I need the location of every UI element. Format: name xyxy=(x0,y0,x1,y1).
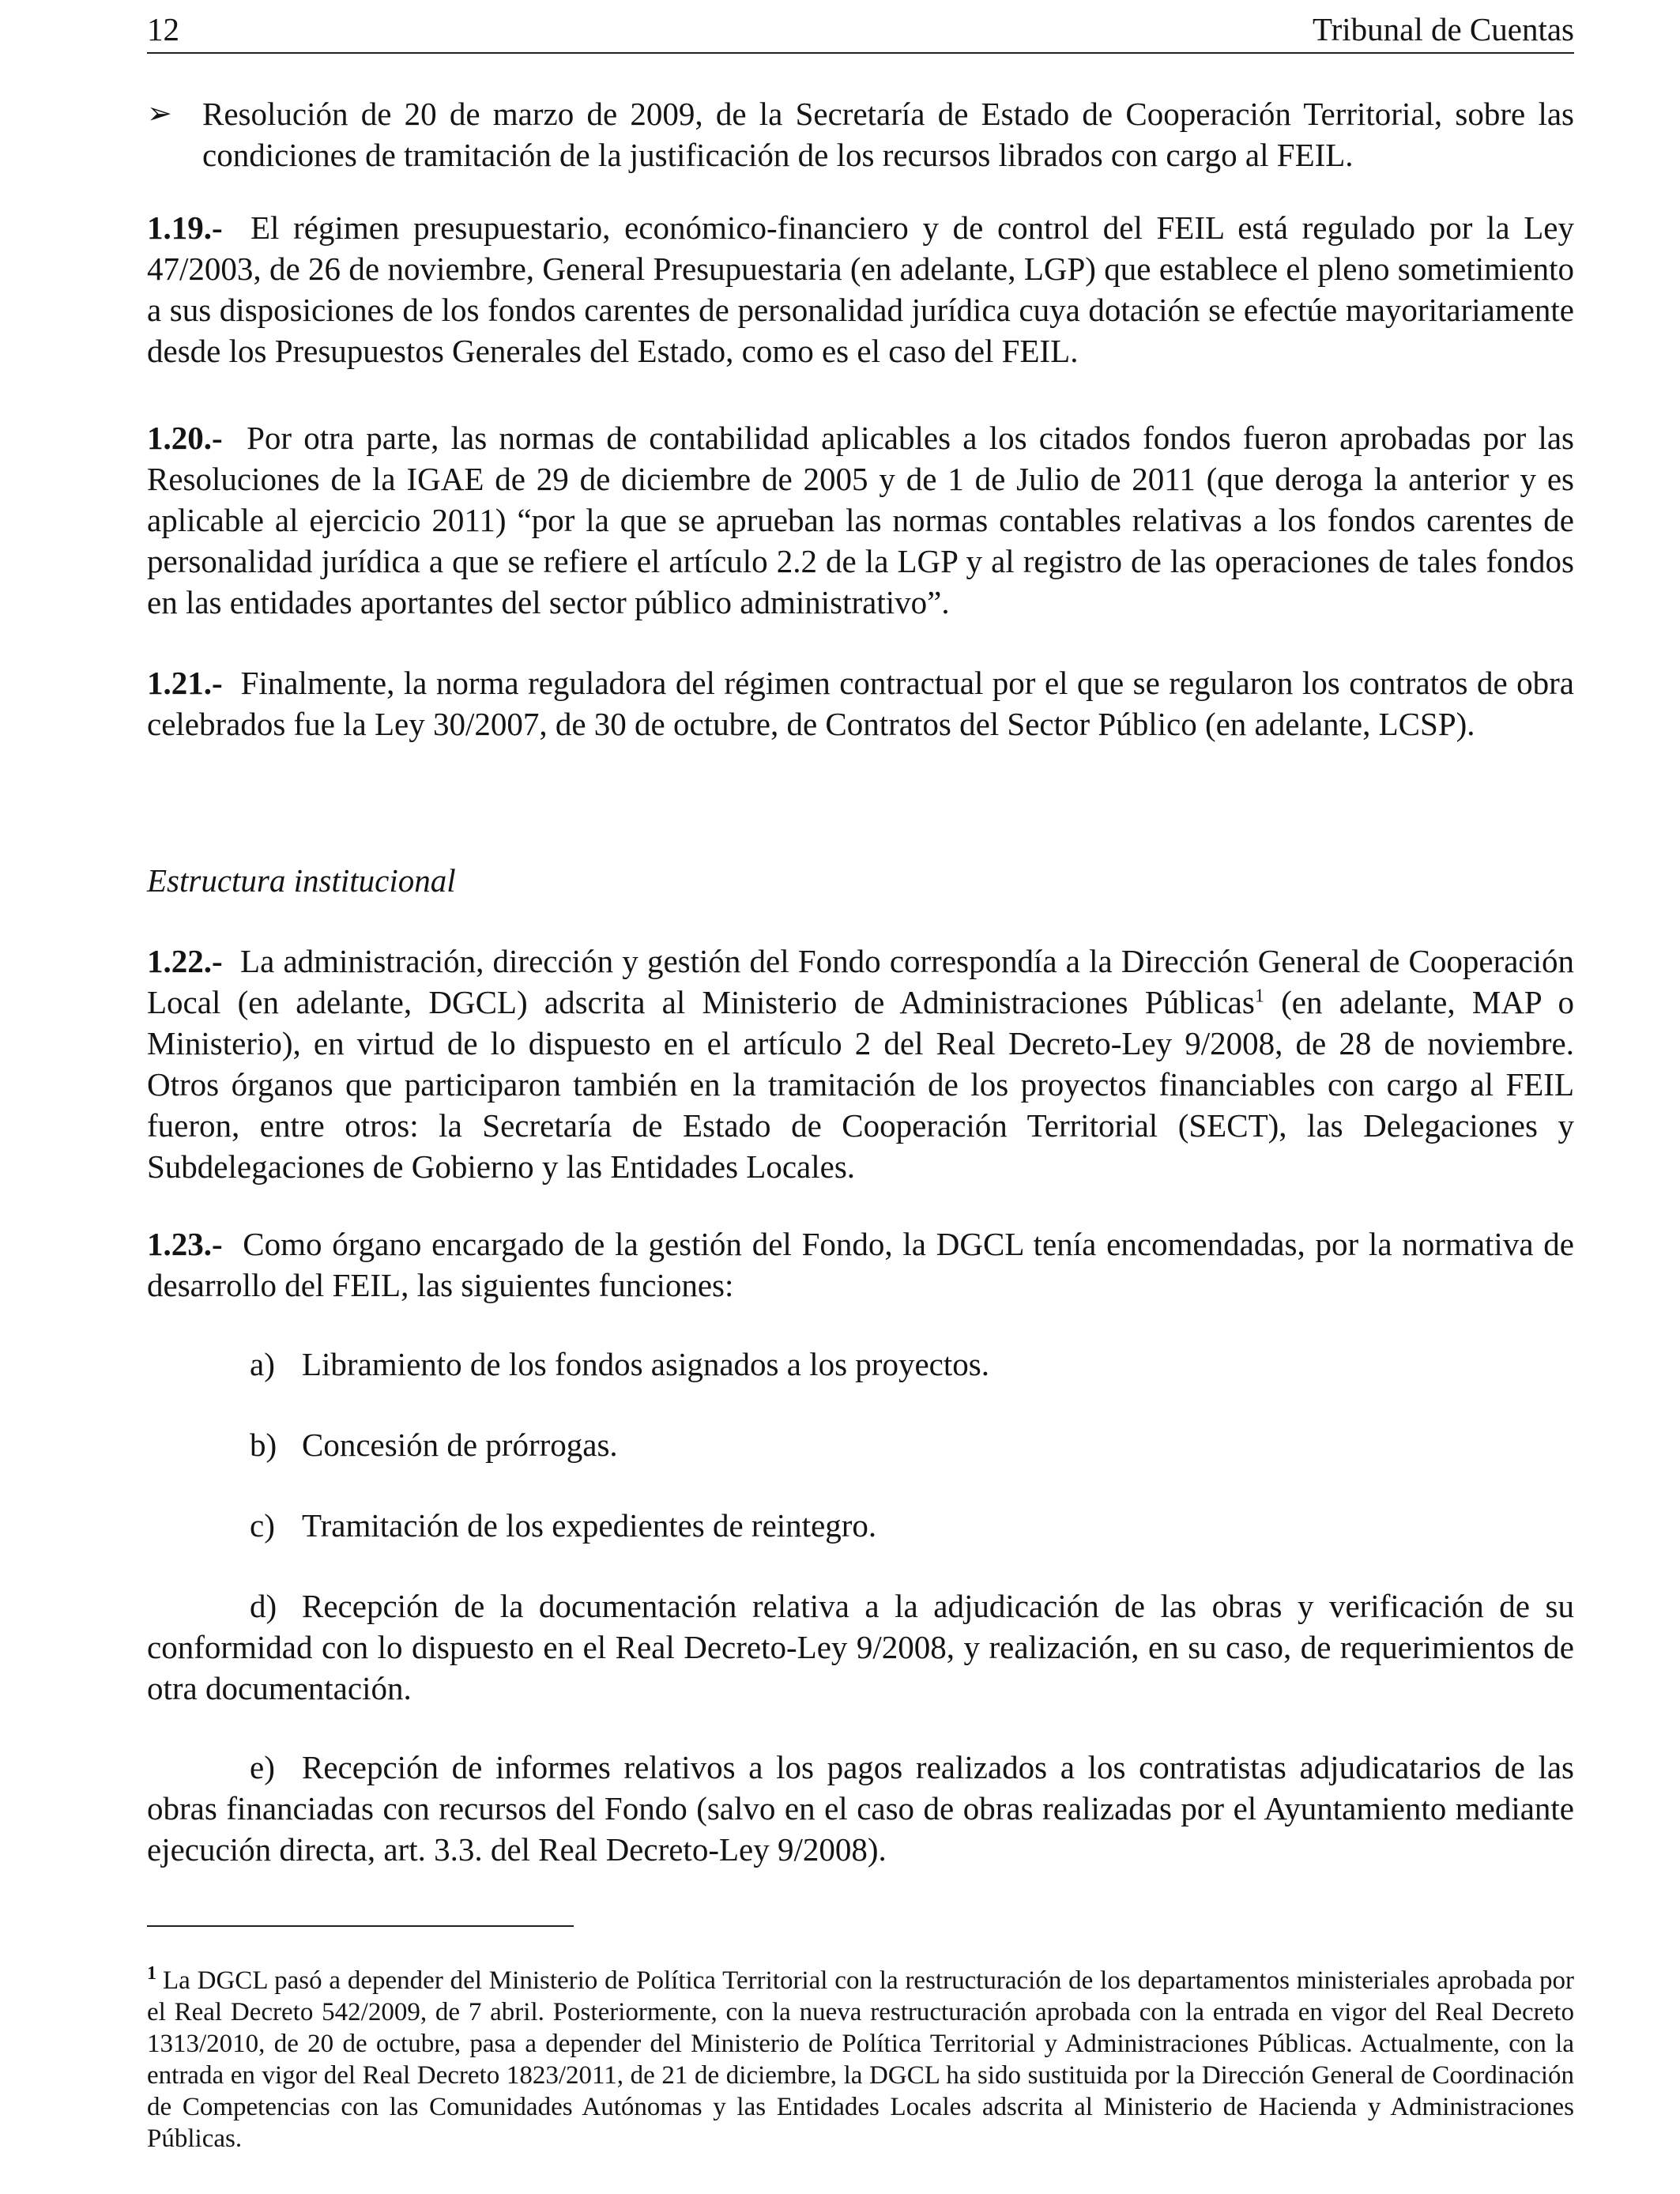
item-label: e) xyxy=(250,1749,275,1785)
paragraph-number: 1.19.- xyxy=(147,209,223,246)
function-item-a xyxy=(250,1344,989,1385)
paragraph-text: El régimen presupuestario, económico-financiero y de control del FEIL está regulado por la Ley 47/2003, de 26 de noviembre, General Presupuestaria (en adelante, LGP) que establece el pleno sometimiento a sus disposiciones de los fondos carentes de personalidad jurídica cuya dotación se efectúe mayoritariamente desde los Presupuestos Generales del Estado, como es el caso del FEIL. xyxy=(147,209,1574,369)
page-header xyxy=(147,9,1574,54)
paragraph-number: 1.21.- xyxy=(147,665,223,701)
footnote xyxy=(147,1965,1574,2154)
footnote-reference[interactable]: 1 xyxy=(1254,986,1264,1007)
item-text: Recepción de la documentación relativa a la adjudicación de las obras y verificación de su conformidad con lo dispuesto en el Real Decreto-Ley 9/2008, y realización, en su caso, de requerimientos de otra documentación. xyxy=(147,1588,1574,1706)
page-number: 12 xyxy=(147,11,179,47)
footnote-mark: 1 xyxy=(147,1963,156,1984)
item-text: Recepción de informes relativos a los pagos realizados a los contratistas adjudicatarios de las obras financiadas con recursos del Fondo (salvo en el caso de obras realizadas por el Ayuntamiento mediante ejecución directa, art. 3.3. del Real Decreto-Ley 9/2008). xyxy=(147,1749,1574,1868)
item-label: c) xyxy=(250,1507,275,1544)
paragraph-1-23 xyxy=(147,1223,1574,1306)
item-label: b) xyxy=(250,1427,277,1463)
paragraph-text: Por otra parte, las normas de contabilidad aplicables a los citados fondos fueron aprobadas por las Resoluciones de la IGAE de 29 de diciembre de 2005 y de 1 de Julio de 2011 (que deroga la anterior y es aplicable al ejercicio 2011) “por la que se aprueban las normas contables relativas a los fondos carentes de personalidad jurídica a que se refiere el artículo 2.2 de la LGP y al registro de las operaciones de tales fondos en las entidades aportantes del sector público administrativo”. xyxy=(147,420,1575,620)
paragraph-text: Finalmente, la norma reguladora del régimen contractual por el que se regularon los contratos de obra celebrados fue la Ley 30/2007, de 30 de octubre, de Contratos del Sector Público (en adelante, LCSP). xyxy=(147,665,1574,742)
item-text: Libramiento de los fondos asignados a los proyectos. xyxy=(302,1346,989,1382)
bullet-text: Resolución de 20 de marzo de 2009, de la Secretaría de Estado de Cooperación Territorial, sobre las condiciones de tramitación de la justificación de los recursos librados con cargo al FEIL. xyxy=(202,96,1574,173)
footnote-divider xyxy=(147,1925,574,1927)
function-item-e xyxy=(147,1747,1574,1870)
item-label: a) xyxy=(250,1346,275,1382)
paragraph-number: 1.23.- xyxy=(147,1226,223,1262)
arrow-bullet-icon: ➢ xyxy=(147,97,172,130)
paragraph-text: Como órgano encargado de la gestión del Fondo, la DGCL tenía encomendadas, por la normativa de desarrollo del FEIL, las siguientes funciones: xyxy=(147,1226,1574,1303)
paragraph-number: 1.22.- xyxy=(147,943,223,979)
function-item-c xyxy=(250,1505,876,1546)
footnote-text: La DGCL pasó a depender del Ministerio de Política Territorial con la restructuración de los departamentos ministeriales aprobada por el Real Decreto 542/2009, de 7 abril. Posteriormente, con la nueva restructuración aprobada con la entrada en vigor del Real Decreto 1313/2010, de 20 de octubre, pasa a depender del Ministerio de Política Territorial y Administraciones Públicas. Actualmente, con la entrada en vigor del Real Decreto 1823/2011, de 21 de diciembre, la DGCL ha sido sustituida por la Dirección General de Coordinación de Competencias con las Comunidades Autónomas y las Entidades Locales adscrita al Ministerio de Hacienda y Administraciones Públicas. xyxy=(147,1966,1574,2153)
paragraph-number: 1.20.- xyxy=(147,420,223,456)
paragraph-1-19 xyxy=(147,207,1574,371)
paragraph-text-continued: (en adelante, MAP o Ministerio), en virtud de lo dispuesto en el artículo 2 del Real Decreto-Ley 9/2008, de 28 de noviembre. Otros órganos que participaron también en la tramitación de los proyectos financiables con cargo al FEIL fueron, entre otros: la Secretaría de Estado de Cooperación Territorial (SECT), las Delegaciones y Subdelegaciones de Gobierno y las Entidades Locales. xyxy=(147,984,1574,1185)
bullet-item xyxy=(147,93,1574,175)
paragraph-text: La administración, dirección y gestión del Fondo correspondía a la Dirección General de Cooperación Local (en adelante, DGCL) adscrita al Ministerio de Administraciones Públicas xyxy=(147,943,1575,1020)
paragraph-1-20 xyxy=(147,417,1574,623)
function-item-d xyxy=(147,1585,1574,1709)
item-label: d) xyxy=(250,1588,277,1624)
function-item-b xyxy=(250,1424,618,1465)
item-text: Concesión de prórrogas. xyxy=(302,1427,618,1463)
item-text: Tramitación de los expedientes de reintegro. xyxy=(302,1507,877,1544)
paragraph-1-21 xyxy=(147,662,1574,745)
section-heading: Estructura institucional xyxy=(147,862,456,899)
header-title: Tribunal de Cuentas xyxy=(1312,11,1574,47)
paragraph-1-22 xyxy=(147,941,1574,1187)
